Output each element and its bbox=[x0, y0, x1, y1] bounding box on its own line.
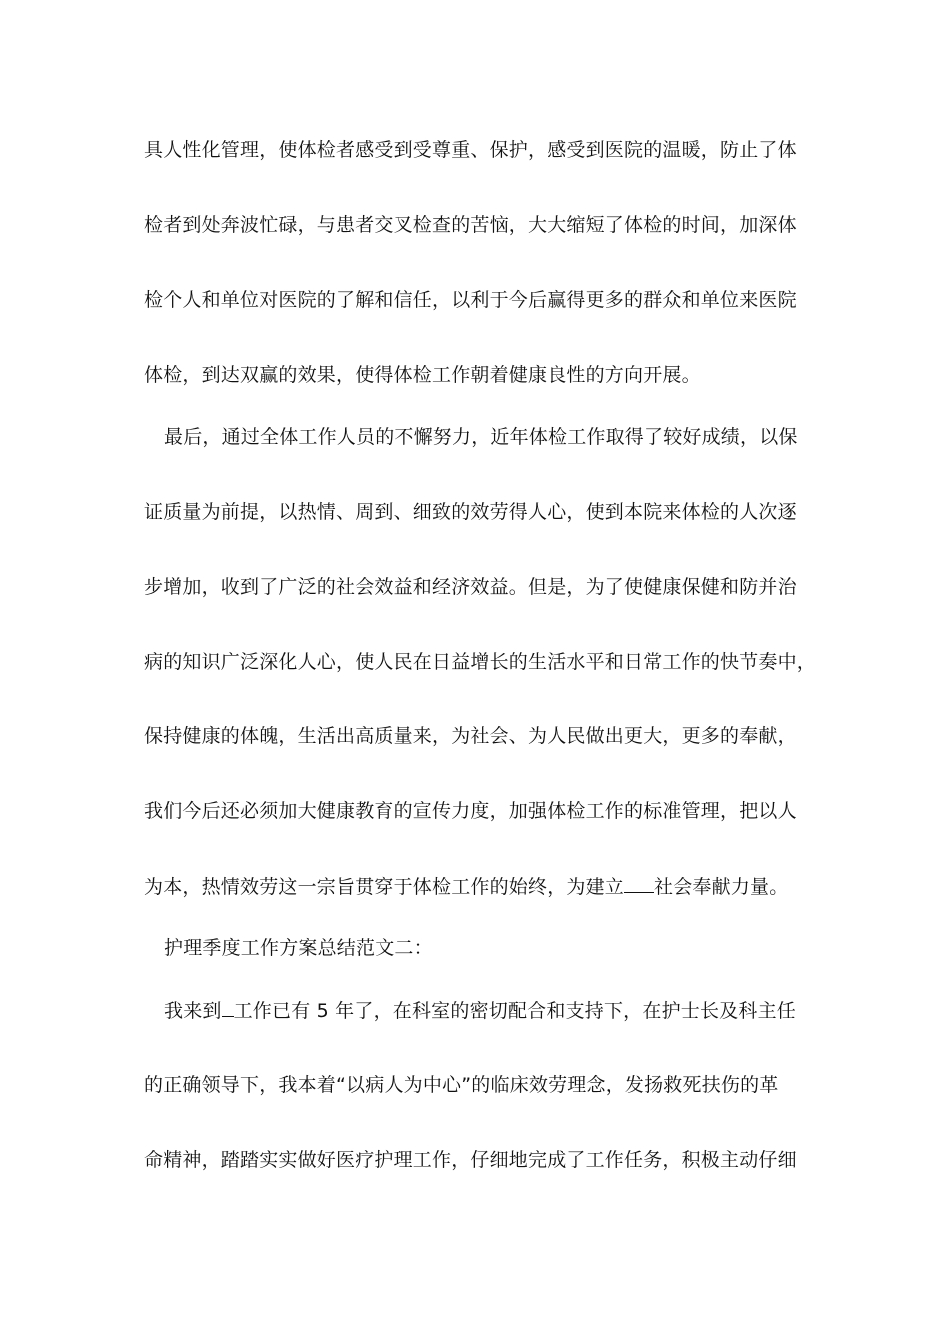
fill-blank bbox=[624, 874, 654, 893]
line-13-text-after: 工作已有 5 年了，在科室的密切配合和支持下，在护士长及科主任 bbox=[233, 1000, 796, 1022]
section-heading: 护理季度工作方案总结范文二： bbox=[164, 937, 433, 959]
paragraph-line-9: 保持健康的体魄，生活出高质量来，为社会、为人民做出更大，更多的奉献， bbox=[144, 725, 797, 747]
paragraph-line-15: 命精神，踏踏实实做好医疗护理工作，仔细地完成了工作任务，积极主动仔细 bbox=[144, 1149, 797, 1171]
paragraph-line-7: 步增加，收到了广泛的社会效益和经济效益。但是，为了使健康保健和防并治 bbox=[144, 576, 797, 598]
line-11-text-before: 为本，热情效劳这一宗旨贯穿于体检工作的始终，为建立 bbox=[144, 876, 625, 898]
paragraph-line-6: 证质量为前提，以热情、周到、细致的效劳得人心，使到本院来体检的人次逐 bbox=[144, 501, 797, 523]
paragraph-line-10: 我们今后还必须加大健康教育的宣传力度，加强体检工作的标准管理，把以人 bbox=[144, 800, 797, 822]
paragraph-line-13 bbox=[164, 998, 796, 1023]
line-11-text-after: 社会奉献力量。 bbox=[654, 876, 789, 898]
paragraph-line-2: 检者到处奔波忙碌，与患者交叉检查的苦恼，大大缩短了体检的时间，加深体 bbox=[144, 214, 797, 236]
paragraph-line-5: 最后，通过全体工作人员的不懈努力，近年体检工作取得了较好成绩，以保 bbox=[164, 426, 798, 448]
paragraph-line-8: 病的知识广泛深化人心，使人民在日益增长的生活水平和日常工作的快节奏中， bbox=[144, 651, 817, 673]
paragraph-line-3: 检个人和单位对医院的了解和信任，以利于今后赢得更多的群众和单位来医院 bbox=[144, 289, 797, 311]
paragraph-line-4: 体检，到达双赢的效果，使得体检工作朝着健康良性的方向开展。 bbox=[144, 364, 701, 386]
paragraph-line-1: 具人性化管理，使体检者感受到受尊重、保护，感受到医院的温暖，防止了体 bbox=[144, 139, 797, 161]
paragraph-line-11 bbox=[144, 874, 788, 899]
line-13-text-before: 我来到 bbox=[164, 1000, 222, 1022]
fill-blank bbox=[222, 998, 234, 1017]
paragraph-line-14: 的正确领导下，我本着“以病人为中心”的临床效劳理念，发扬救死扶伤的革 bbox=[144, 1074, 779, 1096]
